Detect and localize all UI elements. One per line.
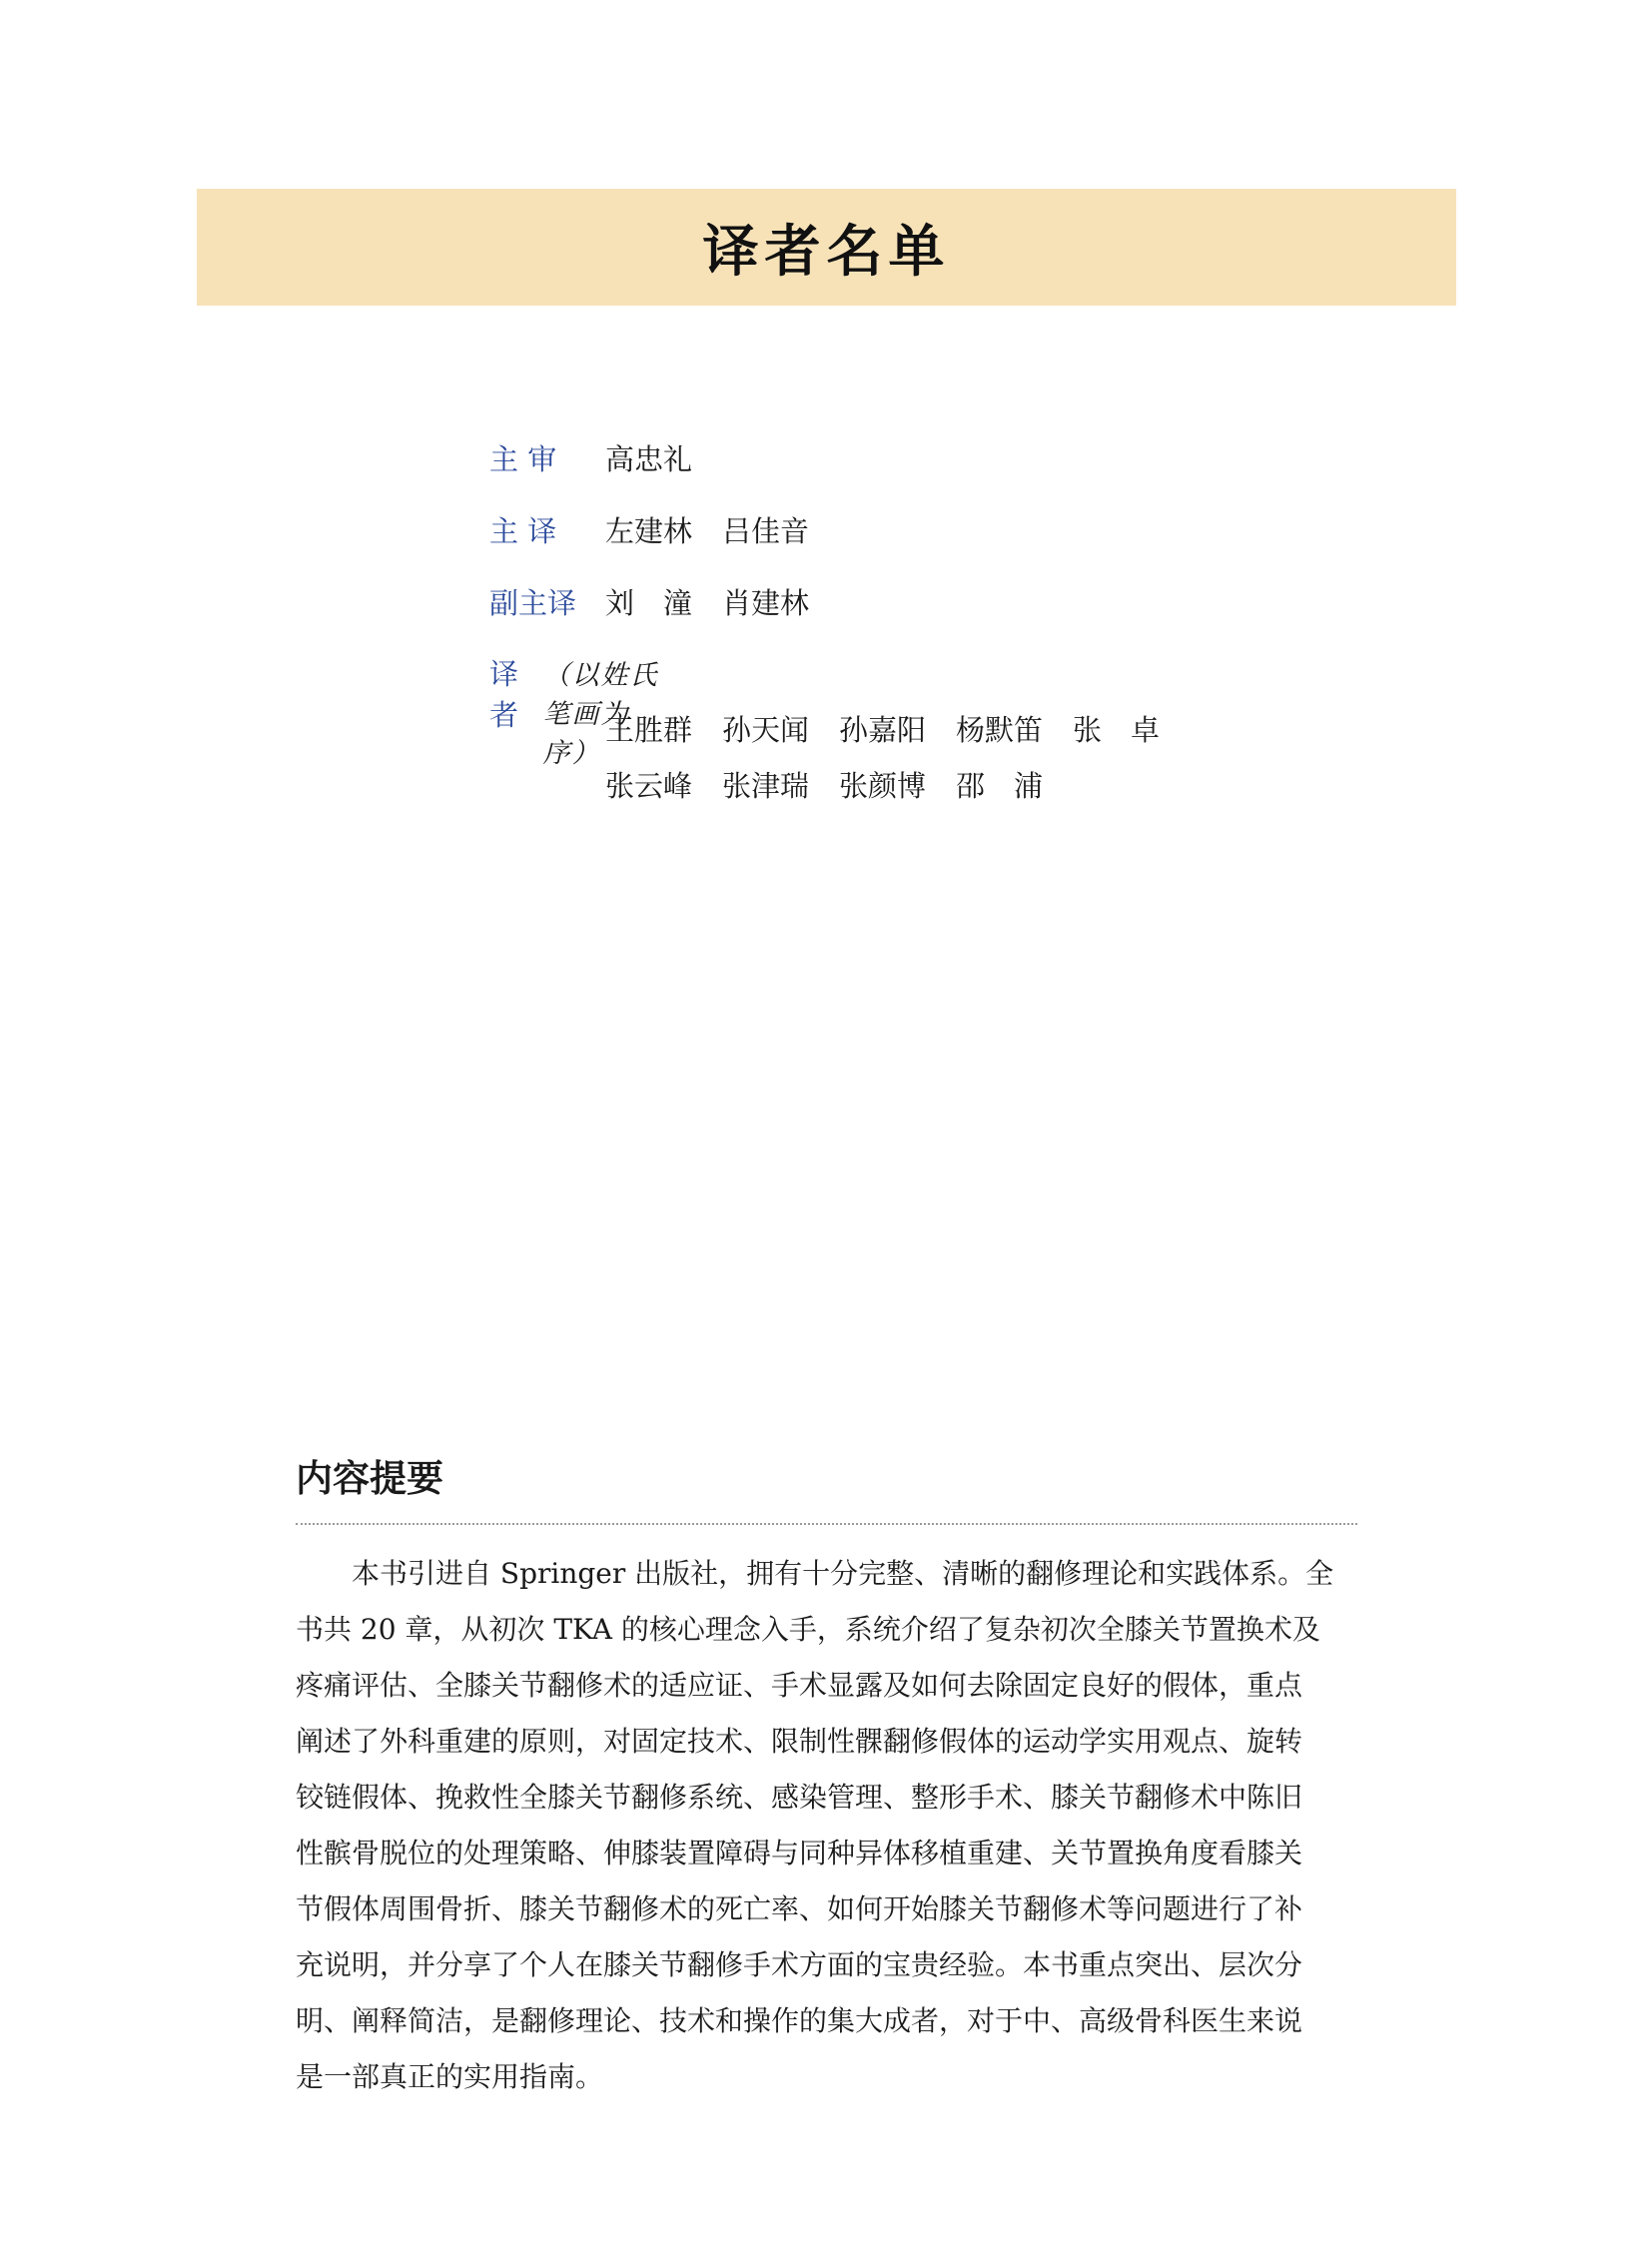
summary-heading: 内容提要 xyxy=(296,1456,443,1500)
chief-translators-role: 主 译 xyxy=(489,514,557,548)
translators-order-note: （以姓氏笔画为序） xyxy=(542,660,659,769)
summary-line: 节假体周围骨折、膝关节翻修术的死亡率、如何开始膝关节翻修术等问题进行了补 xyxy=(296,1892,1303,1925)
summary-line: 疼痛评估、全膝关节翻修术的适应证、手术显露及如何去除固定良好的假体，重点 xyxy=(296,1669,1303,1702)
deputy-translators-role: 副主译 xyxy=(489,586,577,620)
reviewer-role: 主 审 xyxy=(489,442,557,476)
title-banner xyxy=(197,189,1456,306)
deputy-translators-row xyxy=(489,581,839,622)
translator-name: 张颜博 xyxy=(839,769,927,803)
translator-name: 杨默笛 xyxy=(956,713,1044,747)
summary-line: 性髌骨脱位的处理策略、伸膝装置障碍与同种异体移植重建、关节置换角度看膝关 xyxy=(296,1837,1303,1869)
translator-name: 孙嘉阳 xyxy=(839,713,927,747)
summary-line: 阐述了外科重建的原则，对固定技术、限制性髁翻修假体的运动学实用观点、旋转 xyxy=(296,1725,1303,1758)
chief-translators-row xyxy=(489,509,839,550)
summary-body xyxy=(296,1546,1357,2105)
chief-translator-name: 吕佳音 xyxy=(722,514,810,548)
translator-name: 张 卓 xyxy=(1073,713,1161,747)
translator-name: 孙天闻 xyxy=(722,713,810,747)
deputy-translator-name: 刘 潼 xyxy=(605,586,693,620)
deputy-translator-name: 肖建林 xyxy=(722,586,810,620)
summary-line: 本书引进自 Springer 出版社，拥有十分完整、清晰的翻修理论和实践体系。全 xyxy=(352,1557,1334,1590)
summary-line: 明、阐释简洁，是翻修理论、技术和操作的集大成者，对于中、高级骨科医生来说 xyxy=(296,2004,1303,2037)
page-title: 译者名单 xyxy=(702,218,951,285)
translator-name: 王胜群 xyxy=(605,713,693,747)
translators-role: 译 者 xyxy=(489,657,519,732)
chief-translator-name: 左建林 xyxy=(605,514,693,548)
summary-line: 充说明，并分享了个人在膝关节翻修手术方面的宝贵经验。本书重点突出、层次分 xyxy=(296,1948,1303,1981)
translators-names-row-1 xyxy=(605,708,1190,749)
translator-name: 张云峰 xyxy=(605,769,693,803)
summary-line: 是一部真正的实用指南。 xyxy=(296,2060,604,2093)
reviewer-row xyxy=(489,437,722,478)
translator-name: 张津瑞 xyxy=(722,769,810,803)
summary-line: 书共 20 章，从初次 TKA 的核心理念入手，系统介绍了复杂初次全膝关节置换术及 xyxy=(296,1613,1320,1646)
dotted-divider xyxy=(296,1523,1357,1525)
translators-names-row-2 xyxy=(605,764,1073,805)
reviewer-name: 高忠礼 xyxy=(605,442,693,476)
summary-line: 铰链假体、挽救性全膝关节翻修系统、感染管理、整形手术、膝关节翻修术中陈旧 xyxy=(296,1781,1303,1814)
translator-name: 邵 浦 xyxy=(956,769,1044,803)
